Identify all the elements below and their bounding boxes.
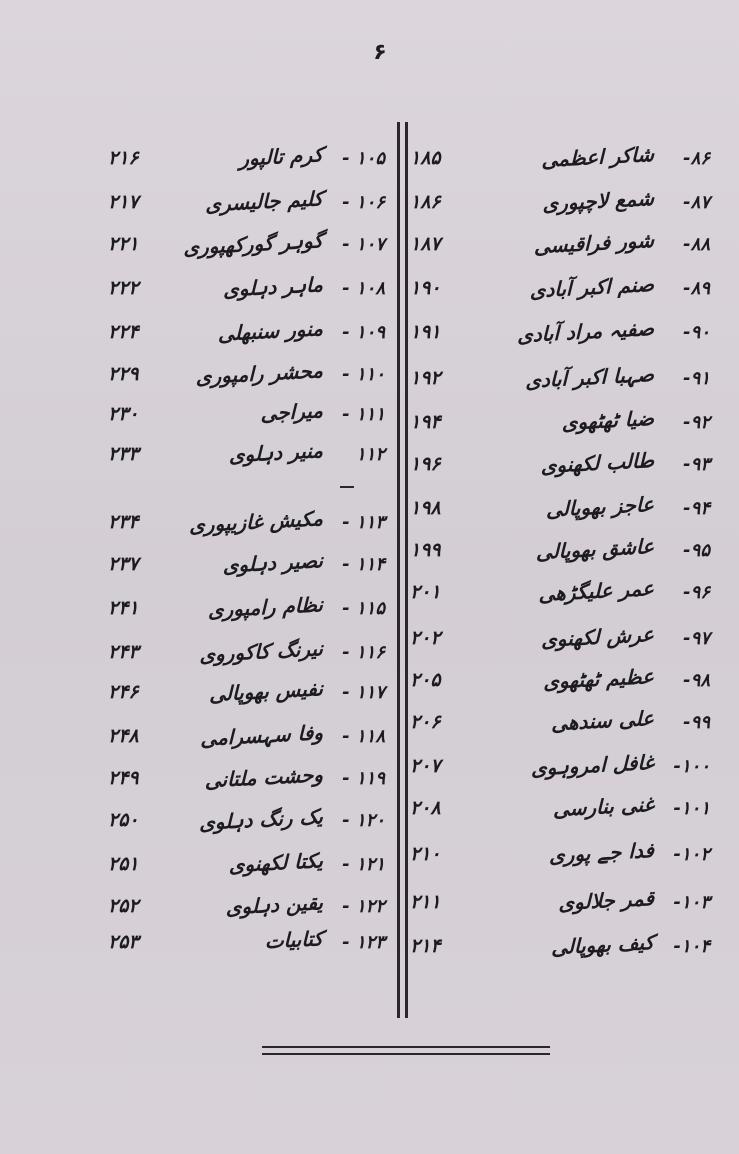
entry-number: ۱۱۸ - xyxy=(342,725,385,747)
index-entry xyxy=(100,356,385,392)
poet-name: کتابیات xyxy=(264,926,323,954)
poet-name: نفیس بھوپالی xyxy=(209,676,323,707)
index-entry xyxy=(410,360,710,396)
entry-number: ۱۱۹ - xyxy=(342,767,385,789)
poet-name: کلیم جالیسری xyxy=(205,186,323,217)
index-entry xyxy=(410,836,710,872)
index-entry xyxy=(100,760,385,796)
page-reference: ۲۳۴ xyxy=(108,511,139,533)
entry-number: ۱۱۴ - xyxy=(342,553,385,575)
page-reference: ۲۲۴ xyxy=(108,321,139,343)
poet-name: نظام رامپوری xyxy=(207,592,323,623)
entry-number: ۹۶- xyxy=(683,581,710,603)
entry-number: ۹۹- xyxy=(683,711,710,733)
page-reference: ۱۹۰ xyxy=(410,277,441,299)
page-reference: ۲۲۲ xyxy=(108,277,139,299)
index-entry xyxy=(410,532,710,568)
poet-name: شور فراقیسی xyxy=(534,227,654,259)
entry-number: ۱۰۳- xyxy=(673,891,710,913)
entry-number: ۹۷- xyxy=(683,627,710,649)
page-reference: ۲۵۰ xyxy=(108,809,139,831)
entry-number: ۹۲- xyxy=(683,411,710,433)
poet-name: عرش لکھنوی xyxy=(541,621,654,652)
page-reference: ۲۱۱ xyxy=(410,891,441,913)
page-reference: ۱۹۴ xyxy=(410,411,441,433)
index-entry xyxy=(100,270,385,306)
index-entry xyxy=(100,396,385,432)
index-entry xyxy=(100,674,385,710)
index-entry xyxy=(410,270,710,306)
page-reference: ۲۳۷ xyxy=(108,553,139,575)
page-reference: ۲۱۰ xyxy=(410,843,441,865)
index-entry xyxy=(100,140,385,176)
entry-number: ۱۰۰- xyxy=(673,755,710,777)
poet-name: منور سنبھلی xyxy=(217,316,323,346)
poet-name: غنی بنارسی xyxy=(553,791,654,822)
entry-number: ۱۰۱- xyxy=(673,797,710,819)
index-entry xyxy=(100,504,385,540)
index-entry xyxy=(410,404,710,440)
entry-number: ۱۰۸ - xyxy=(342,277,385,299)
entry-number: ۱۱۷ - xyxy=(342,681,385,703)
page-reference: ۲۴۳ xyxy=(108,641,139,663)
page-reference: ۲۰۱ xyxy=(410,581,441,603)
page-reference: ۲۲۱ xyxy=(108,233,139,255)
entry-number: ۱۰۵ - xyxy=(342,147,385,169)
entry-number: ۹۵- xyxy=(683,539,710,561)
poet-name: صہبا اکبر آبادی xyxy=(525,361,654,393)
page-reference: ۱۸۶ xyxy=(410,191,441,213)
page-reference: ۲۰۷ xyxy=(410,755,441,777)
poet-name: علی سندھی xyxy=(551,705,654,736)
poet-name: فدا جے پوری xyxy=(549,837,654,868)
entry-number: ۱۰۷ - xyxy=(342,233,385,255)
poet-name: گوہر گورکھپوری xyxy=(183,228,323,260)
poet-name: عمر علیگڑھی xyxy=(538,575,654,607)
index-entry xyxy=(410,446,710,482)
poet-name: غافل امروہوی xyxy=(531,749,654,781)
entry-number: ۸۷- xyxy=(683,191,710,213)
page-reference: ۲۳۰ xyxy=(108,403,139,425)
index-entry xyxy=(100,546,385,582)
page-reference: ۲۳۳ xyxy=(108,443,139,465)
page-reference: ۲۴۹ xyxy=(108,767,139,789)
page-reference: ۲۰۲ xyxy=(410,627,441,649)
index-entry xyxy=(410,490,710,526)
poet-name: وحشت ملتانی xyxy=(204,762,323,793)
index-entry xyxy=(100,802,385,838)
page-number: ۶ xyxy=(373,40,387,65)
entry-number: ۹۴- xyxy=(683,497,710,519)
page-reference: ۱۹۹ xyxy=(410,539,441,561)
poet-name: نصیر دہلوی xyxy=(222,548,323,578)
entry-number: ۱۱۶ - xyxy=(342,641,385,663)
index-entry xyxy=(410,748,710,784)
index-entry xyxy=(410,790,710,826)
page-reference: ۲۴۱ xyxy=(108,597,139,619)
page-reference: ۲۱۶ xyxy=(108,147,139,169)
entry-number: ۱۱۰ - xyxy=(342,363,385,385)
poet-name: میراجی xyxy=(260,398,323,426)
page-reference: ۱۹۶ xyxy=(410,453,441,475)
page-reference: ۲۰۶ xyxy=(410,711,441,733)
entry-number: ۹۰- xyxy=(683,321,710,343)
page-reference: ۲۱۴ xyxy=(410,935,441,957)
index-entry xyxy=(410,226,710,262)
bottom-rule-bottom xyxy=(262,1053,550,1055)
index-entry xyxy=(410,314,710,350)
poet-name: کرم تالپور xyxy=(239,142,323,171)
entry-number: ۱۰۶ - xyxy=(342,191,385,213)
bottom-rule-top xyxy=(262,1046,550,1048)
poet-name: صنم اکبر آبادی xyxy=(529,271,654,303)
entry-number: ۱۰۴- xyxy=(673,935,710,957)
page-reference: ۱۸۵ xyxy=(410,147,441,169)
page-reference: ۲۵۲ xyxy=(108,895,139,917)
page-reference: ۱۹۸ xyxy=(410,497,441,519)
index-entry xyxy=(410,620,710,656)
entry-number: ۸۸- xyxy=(683,233,710,255)
index-entry xyxy=(410,662,710,698)
entry-number: ۱۲۱ - xyxy=(342,853,385,875)
index-entry xyxy=(410,928,710,964)
poet-name: شمع لاچپوری xyxy=(542,185,654,216)
entry-number: ۹۸- xyxy=(683,669,710,691)
page-reference: ۱۹۱ xyxy=(410,321,441,343)
dash-mark xyxy=(340,486,354,488)
poet-name: عظیم ٹھٹھوی xyxy=(543,663,654,694)
poet-name: یک رنگ دہلوی xyxy=(199,804,323,835)
page-reference: ۲۰۵ xyxy=(410,669,441,691)
page-reference: ۲۵۳ xyxy=(108,931,139,953)
index-entry xyxy=(100,634,385,670)
entry-number: ۸۶- xyxy=(683,147,710,169)
entry-number: ۱۱۱ - xyxy=(342,403,385,425)
page-reference: ۲۴۶ xyxy=(108,681,139,703)
page-reference: ۲۵۱ xyxy=(108,853,139,875)
index-entry xyxy=(100,436,385,472)
column-divider-right-line xyxy=(405,122,408,1018)
index-entry xyxy=(410,574,710,610)
entry-number: ۱۱۲ xyxy=(355,443,385,465)
page-reference: ۲۰۸ xyxy=(410,797,441,819)
index-entry xyxy=(100,590,385,626)
entry-number: ۱۲۳ - xyxy=(342,931,385,953)
poet-name: شاکر اعظمی xyxy=(541,141,654,172)
poet-name: منیر دہلوی xyxy=(228,438,323,468)
index-entry xyxy=(100,314,385,350)
poet-name: قمر جلالوی xyxy=(558,885,654,915)
page-reference: ۲۱۷ xyxy=(108,191,139,213)
index-entry xyxy=(100,226,385,262)
entry-number: ۹۳- xyxy=(683,453,710,475)
poet-name: عاجز بھوپالی xyxy=(546,491,654,522)
index-entry xyxy=(410,184,710,220)
column-divider-left-line xyxy=(397,122,400,1018)
index-entry xyxy=(100,718,385,754)
page-reference: ۲۲۹ xyxy=(108,363,139,385)
index-entry xyxy=(100,846,385,882)
entry-number: ۱۱۵ - xyxy=(342,597,385,619)
page-reference: ۱۸۷ xyxy=(410,233,441,255)
page-reference: ۱۹۲ xyxy=(410,367,441,389)
index-entry xyxy=(100,184,385,220)
poet-name: مکیش غازیپوری xyxy=(189,506,323,538)
entry-number: ۱۱۳ - xyxy=(342,511,385,533)
entry-number: ۱۰۹ - xyxy=(342,321,385,343)
poet-name: عاشق بھوپالی xyxy=(536,533,654,565)
poet-name: یقین دہلوی xyxy=(225,890,323,920)
entry-number: ۹۱- xyxy=(683,367,710,389)
poet-name: صفیہ مراد آبادی xyxy=(517,315,654,348)
entry-number: ۱۰۲- xyxy=(673,843,710,865)
poet-name: نیرنگ کاکوروی xyxy=(199,636,323,667)
poet-name: طالب لکھنوی xyxy=(540,447,654,478)
entry-number: ۱۲۲ - xyxy=(342,895,385,917)
index-entry xyxy=(100,888,385,924)
entry-number: ۸۹- xyxy=(683,277,710,299)
index-entry xyxy=(410,704,710,740)
poet-name: کیف بھوپالی xyxy=(551,929,654,960)
poet-name: یکتا لکھنوی xyxy=(228,848,323,878)
poet-name: محشر رامپوری xyxy=(195,358,323,389)
poet-name: وفا سہسرامی xyxy=(200,720,323,751)
index-entry xyxy=(410,140,710,176)
poet-name: ضیا ٹھٹھوی xyxy=(561,405,654,435)
index-entry xyxy=(410,884,710,920)
entry-number: ۱۲۰ - xyxy=(342,809,385,831)
page-reference: ۲۴۸ xyxy=(108,725,139,747)
index-entry xyxy=(100,924,385,960)
poet-name: ماہر دہلوی xyxy=(223,272,323,302)
